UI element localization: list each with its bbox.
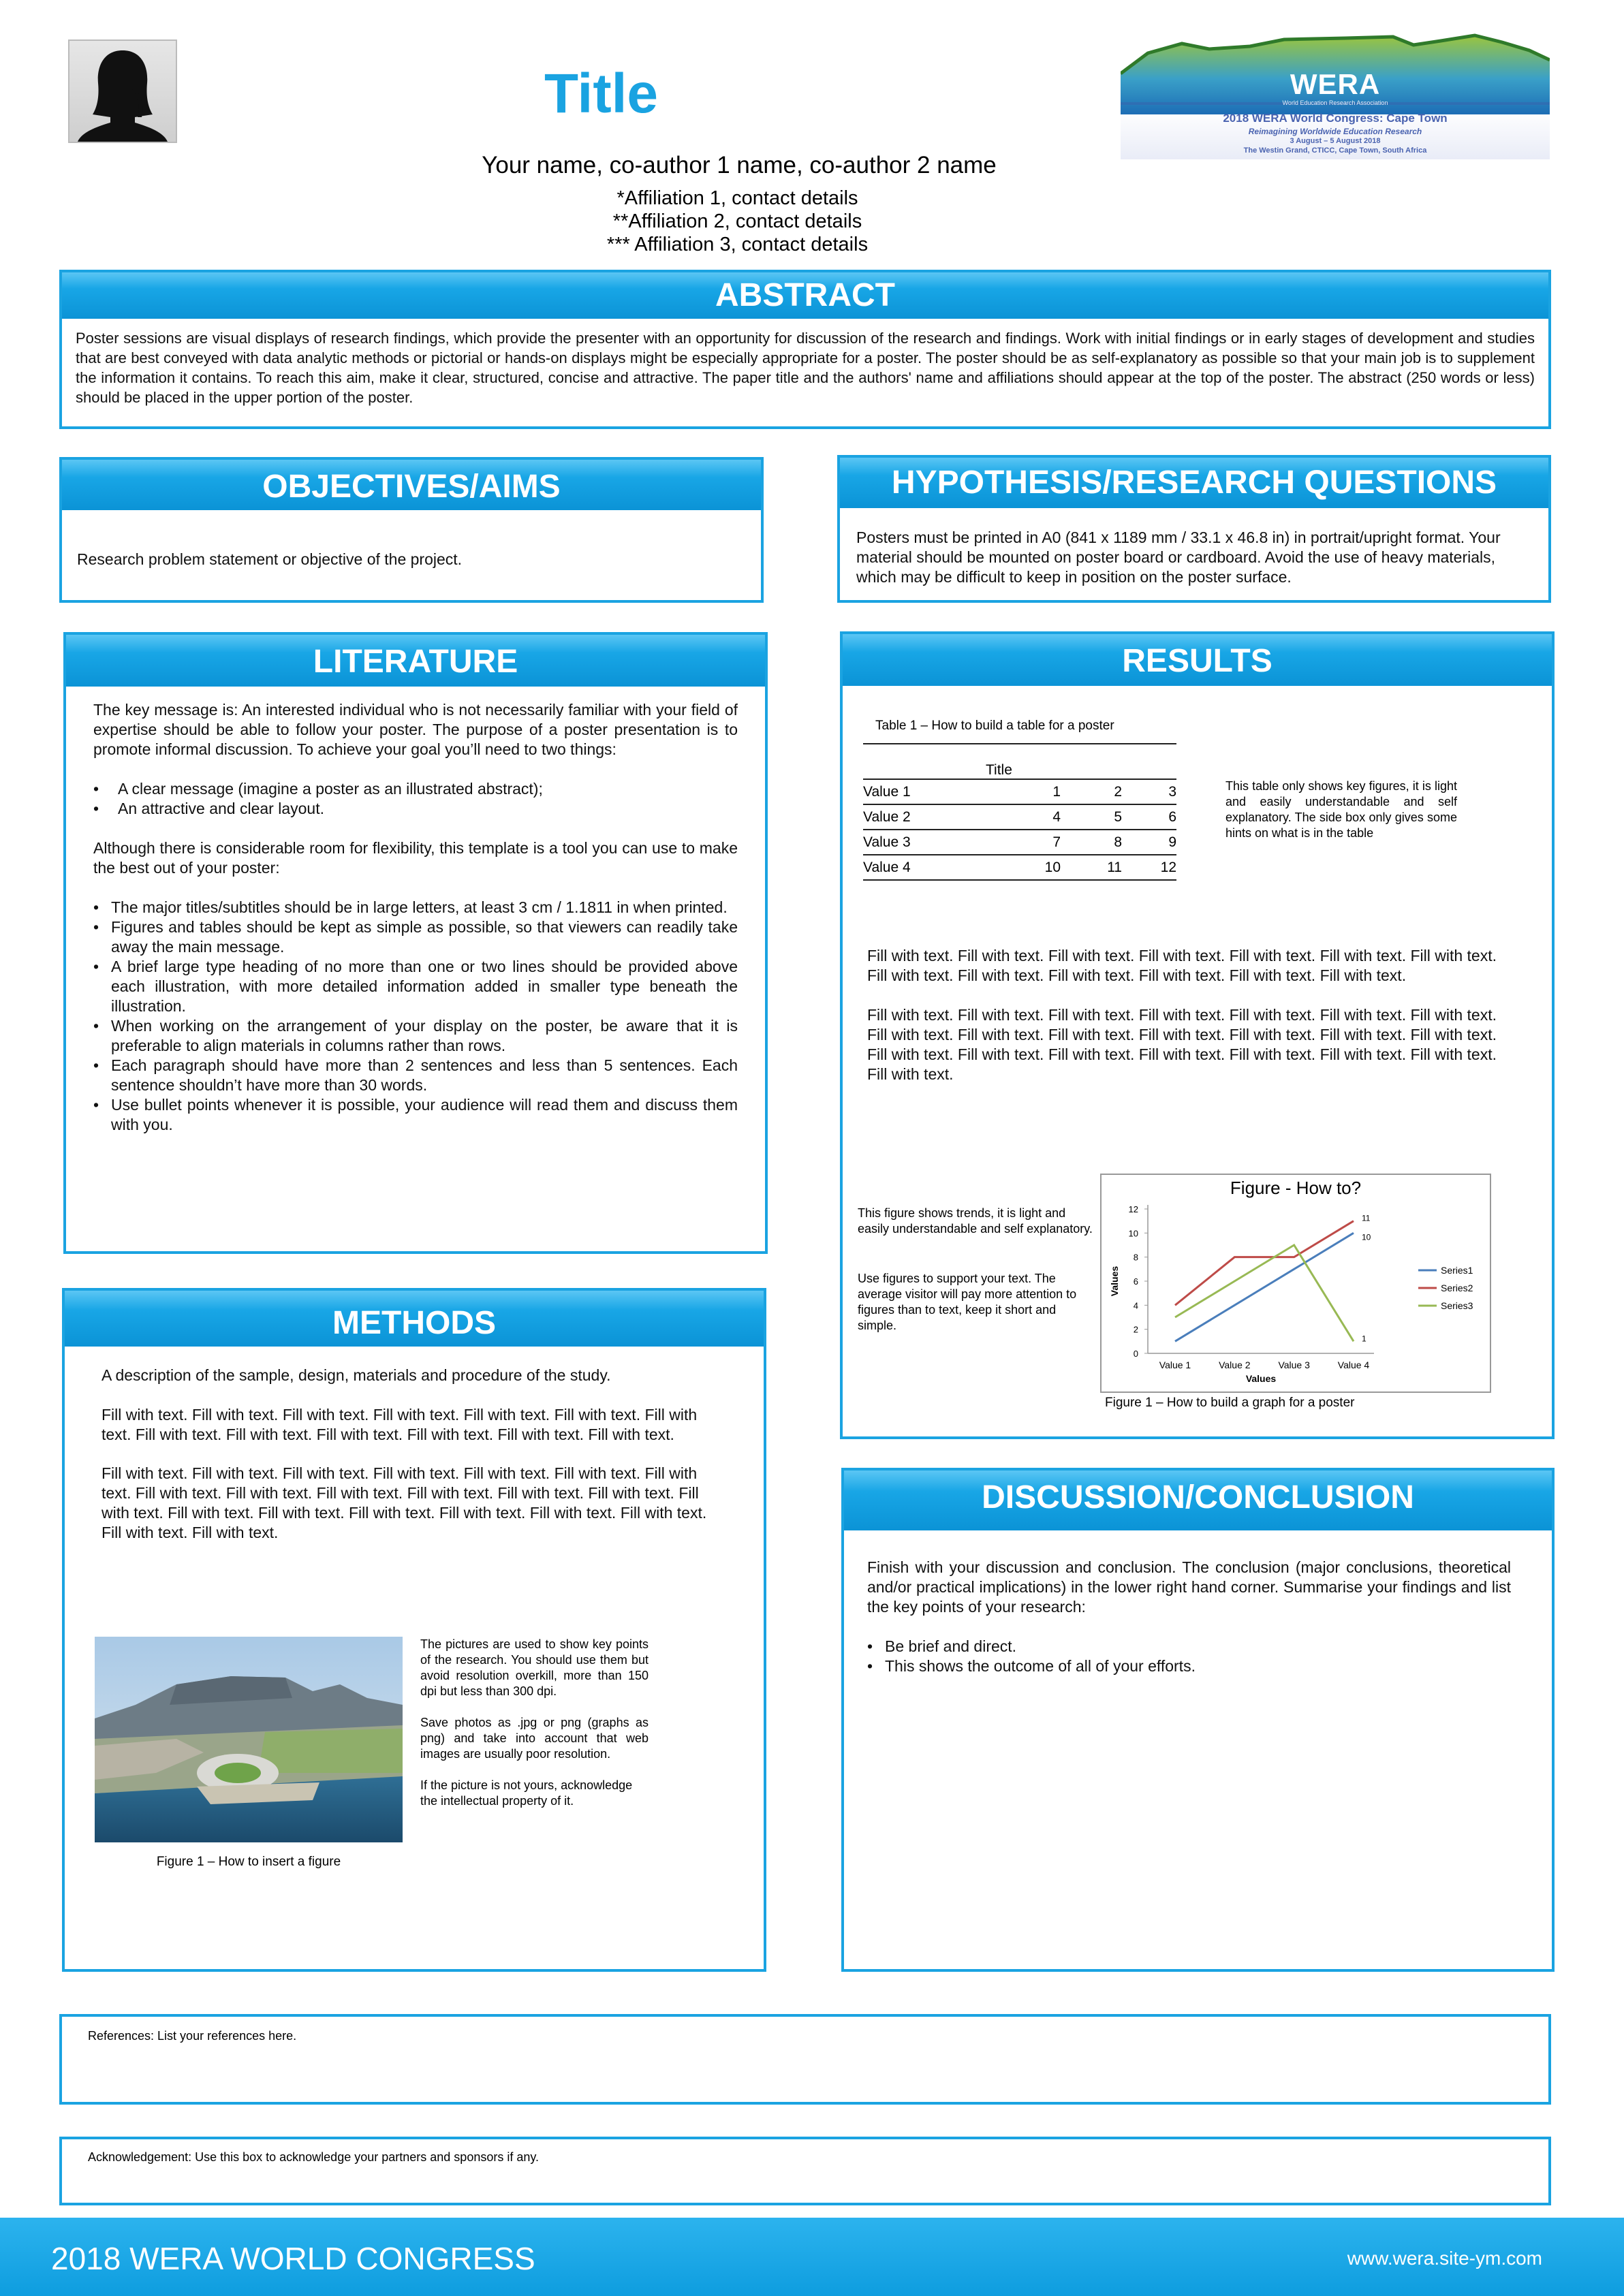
list-item: • A brief large type heading of no more than one or two lines should be provided above each illustration, with more detailed information added in smaller type beneath the illustration.	[93, 957, 738, 1016]
legend-entry: Series1	[1441, 1265, 1473, 1276]
authors: Your name, co-author 1 name, co-author 2 name	[482, 152, 997, 178]
figure-caption: Figure 1 – How to build a graph for a poster	[1105, 1396, 1355, 1410]
chart-title: Figure - How to?	[1230, 1178, 1362, 1198]
table-cell: Value 2	[863, 804, 999, 830]
y-tick-label: 2	[1133, 1324, 1138, 1335]
hypothesis-text: Posters must be printed in A0 (841 x 1189 mm / 33.1 x 46.8 in) in portrait/upright format. Your material should be mounted on poster board or cardboard. Avoid the use of heavy materials, which may be difficult to keep in position on the poster surface.	[856, 529, 1501, 586]
abstract-heading: ABSTRACT	[62, 272, 1548, 319]
results-heading: RESULTS	[843, 634, 1552, 686]
literature-bullets-2	[93, 898, 738, 1135]
chart-frame	[1100, 1174, 1491, 1393]
literature-intro: The key message is: An interested individual who is not necessarily familiar with your field of expertise should be able to follow your poster. The purpose of a poster presentation is to promote informal discussion. To achieve your goal you’ll need to two things:	[93, 701, 738, 758]
legend-entry: Series3	[1441, 1300, 1473, 1311]
line-chart	[1102, 1175, 1490, 1391]
acknowledgement-box	[59, 2137, 1551, 2205]
table-cell: 8	[1061, 830, 1122, 855]
table-top-rule	[863, 743, 1176, 744]
picture-note-2: Save photos as .jpg or png (graphs as png) and take into account that web images are usually poor resolution.	[420, 1716, 649, 1761]
list-item: • An attractive and clear layout.	[93, 799, 738, 819]
logo-name: WERA	[1290, 68, 1381, 100]
discussion-panel	[841, 1468, 1555, 1972]
objectives-heading: OBJECTIVES/AIMS	[62, 460, 761, 510]
abstract-text: Poster sessions are visual displays of research findings, which provide the presenter with an opportunity for discussion of the research and findings. Work with initial findings or in early stages of development and studies that are best conveyed with data analytic methods or pictorial or hands-on displays might be especially appropriate for a poster. The poster should be as self-explanatory as possible so that your main job is to supplement the information it contains. To reach this aim, make it clear, structured, concise and attractive. The paper title and the authors' name and affiliations should appear at the top of the poster. The abstract (250 words or less) should be placed in the upper portion of the poster.	[76, 330, 1535, 406]
data-label: 1	[1362, 1334, 1367, 1344]
x-tick-label: Value 3	[1278, 1359, 1310, 1370]
picture-note-1: The pictures are used to show key points of the research. You should use them but avoid resolution overkill, more than 150 dpi but less than 300 dpi.	[420, 1637, 649, 1698]
table-cell: 12	[1122, 855, 1176, 880]
table-cell: Value 3	[863, 830, 999, 855]
methods-para-2: Fill with text. Fill with text. Fill with text. Fill with text. Fill with text. Fill with text. Fill with text. Fill with text. Fill with text. Fill with text. Fill with text. Fill with text. Fill with text. Fill with text. Fill with text. Fill with text. Fill with text. Fill with text. Fill with text. Fill with text. Fill with text. Fill with text.	[102, 1464, 707, 1541]
table-cell: Value 1	[863, 779, 999, 804]
figure-note-2: Use figures to support your text. The average visitor will pay more attention to figures than to text, keep it short and simple.	[858, 1272, 1077, 1332]
literature-heading: LITERATURE	[66, 635, 765, 687]
table-cell: 10	[999, 855, 1061, 880]
legend-entry: Series2	[1441, 1283, 1473, 1293]
methods-intro: A description of the sample, design, materials and procedure of the study.	[102, 1366, 611, 1384]
results-panel	[840, 631, 1555, 1439]
table-row	[863, 830, 1176, 855]
y-axis-label: Values	[1109, 1265, 1120, 1297]
discussion-body	[867, 1558, 1511, 1676]
results-table	[863, 779, 1176, 881]
table-cell: 5	[1061, 804, 1122, 830]
list-item: • Each paragraph should have more than 2 sentences and less than 5 sentences. Each sentence shouldn’t have more than 30 words.	[93, 1056, 738, 1095]
logo-line-1: 2018 WERA World Congress: Cape Town	[1223, 112, 1448, 125]
y-tick-label: 6	[1133, 1276, 1138, 1287]
table-row	[863, 779, 1176, 804]
abstract-panel	[59, 270, 1551, 429]
list-item: • A clear message (imagine a poster as an illustrated abstract);	[93, 779, 738, 799]
wera-logo	[1121, 33, 1550, 159]
cape-town-photo	[95, 1637, 403, 1842]
discussion-bullets	[867, 1637, 1511, 1676]
references-box	[59, 2014, 1551, 2105]
x-tick-label: Value 4	[1337, 1359, 1370, 1370]
list-item: • Use bullet points whenever it is possible, your audience will read them and discuss them with you.	[93, 1095, 738, 1135]
logo-line-2: Reimagining Worldwide Education Research	[1248, 127, 1422, 136]
methods-para-1: Fill with text. Fill with text. Fill with text. Fill with text. Fill with text. Fill with text. Fill with text. Fill with text. Fill with text. Fill with text. Fill with text. Fill with text. Fill with text.	[102, 1406, 698, 1443]
discussion-heading: DISCUSSION/CONCLUSION	[844, 1471, 1552, 1530]
list-item: • The major titles/subtitles should be in large letters, at least 3 cm / 1.1811 in when printed.	[93, 898, 738, 917]
acknowledgement-text: Acknowledgement: Use this box to acknowledge your partners and sponsors if any.	[88, 2150, 540, 2164]
y-tick-label: 12	[1128, 1204, 1138, 1214]
table-cell: 1	[999, 779, 1061, 804]
y-tick-label: 0	[1133, 1349, 1138, 1359]
methods-figure-caption: Figure 1 – How to insert a figure	[156, 1855, 341, 1869]
table-row	[863, 804, 1176, 830]
literature-bullets-1	[93, 779, 738, 819]
table-note: This table only shows key figures, it is light and easily understandable and self explanatory. The side box only gives some hints on what is in the table	[1225, 779, 1457, 840]
table-row	[863, 855, 1176, 880]
figure-note-1: This figure shows trends, it is light and easily understandable and self explanatory.	[858, 1206, 1093, 1236]
list-item: • This shows the outcome of all of your efforts.	[867, 1656, 1511, 1676]
table-cell: Value 4	[863, 855, 999, 880]
table-cell: 6	[1122, 804, 1176, 830]
series-line-series1	[1175, 1233, 1354, 1341]
x-tick-label: Value 2	[1219, 1359, 1251, 1370]
hypothesis-panel	[837, 455, 1551, 603]
picture-note-3: If the picture is not yours, acknowledge the intellectual property of it.	[420, 1778, 633, 1808]
literature-middle: Although there is considerable room for flexibility, this template is a tool you can use to make the best out of your poster:	[93, 839, 738, 877]
discussion-text: Finish with your discussion and conclusion. The conclusion (major conclusions, theoretical and/or practical implications) in the lower right hand corner. Summarise your findings and list the key points of your research:	[867, 1558, 1511, 1616]
table-cell: 2	[1061, 779, 1122, 804]
hypothesis-heading: HYPOTHESIS/RESEARCH QUESTIONS	[840, 458, 1548, 508]
footer-url[interactable]: www.wera.site-ym.com	[1347, 2248, 1542, 2269]
references-text: References: List your references here.	[88, 2029, 297, 2043]
table-cell: 3	[1122, 779, 1176, 804]
y-tick-label: 8	[1133, 1252, 1138, 1263]
list-item: • Figures and tables should be kept as simple as possible, so that viewers can readily take away the main message.	[93, 917, 738, 957]
table-caption: Table 1 – How to build a table for a poster	[875, 719, 1114, 733]
poster-title: Title	[544, 63, 659, 125]
author-avatar	[68, 40, 177, 143]
affiliation-3: *** Affiliation 3, contact details	[606, 234, 869, 255]
methods-panel	[62, 1288, 766, 1972]
y-tick-label: 10	[1128, 1228, 1138, 1239]
list-item: • When working on the arrangement of your display on the poster, be aware that it is preferable to align materials in columns rather than rows.	[93, 1016, 738, 1056]
list-item: • Be brief and direct.	[867, 1637, 1511, 1656]
data-label: 10	[1362, 1232, 1371, 1242]
affiliation-1: *Affiliation 1, contact details	[616, 187, 858, 209]
results-para-1: Fill with text. Fill with text. Fill with text. Fill with text. Fill with text. Fill with text. Fill with text. Fill with text. Fill with text. Fill with text. Fill with text. Fill with text. Fill with text.	[867, 947, 1497, 984]
data-label: 11	[1362, 1213, 1371, 1223]
table-cell: 11	[1061, 855, 1122, 880]
logo-subtitle: World Education Research Association	[1282, 99, 1388, 106]
affiliation-2: **Affiliation 2, contact details	[612, 210, 862, 232]
footer-bar	[0, 2218, 1624, 2296]
x-tick-label: Value 1	[1159, 1359, 1191, 1370]
table-cell: 7	[999, 830, 1061, 855]
objectives-panel	[59, 457, 764, 603]
logo-line-4: The Westin Grand, CTICC, Cape Town, South Africa	[1243, 146, 1427, 155]
x-axis-label: Values	[1245, 1373, 1277, 1384]
results-table-wrap	[863, 779, 1176, 881]
series-line-series3	[1175, 1245, 1354, 1341]
literature-body	[93, 700, 738, 1135]
table-title: Title	[986, 762, 1012, 778]
results-para-2: Fill with text. Fill with text. Fill with text. Fill with text. Fill with text. Fill with text. Fill with text. Fill with text. Fill with text. Fill with text. Fill with text. Fill with text. Fill with text. Fill with text. Fill with text. Fill with text. Fill with text. Fill with text. Fill with text. Fill with text. Fill with text. Fill with text.	[867, 1006, 1497, 1083]
logo-line-3: 3 August – 5 August 2018	[1290, 137, 1381, 145]
y-tick-label: 4	[1133, 1300, 1138, 1311]
literature-panel	[63, 632, 768, 1254]
methods-heading: METHODS	[65, 1291, 764, 1347]
table-cell: 4	[999, 804, 1061, 830]
table-cell: 9	[1122, 830, 1176, 855]
objectives-text: Research problem statement or objective of the project.	[77, 550, 463, 568]
footer-title: 2018 WERA WORLD CONGRESS	[51, 2241, 535, 2276]
